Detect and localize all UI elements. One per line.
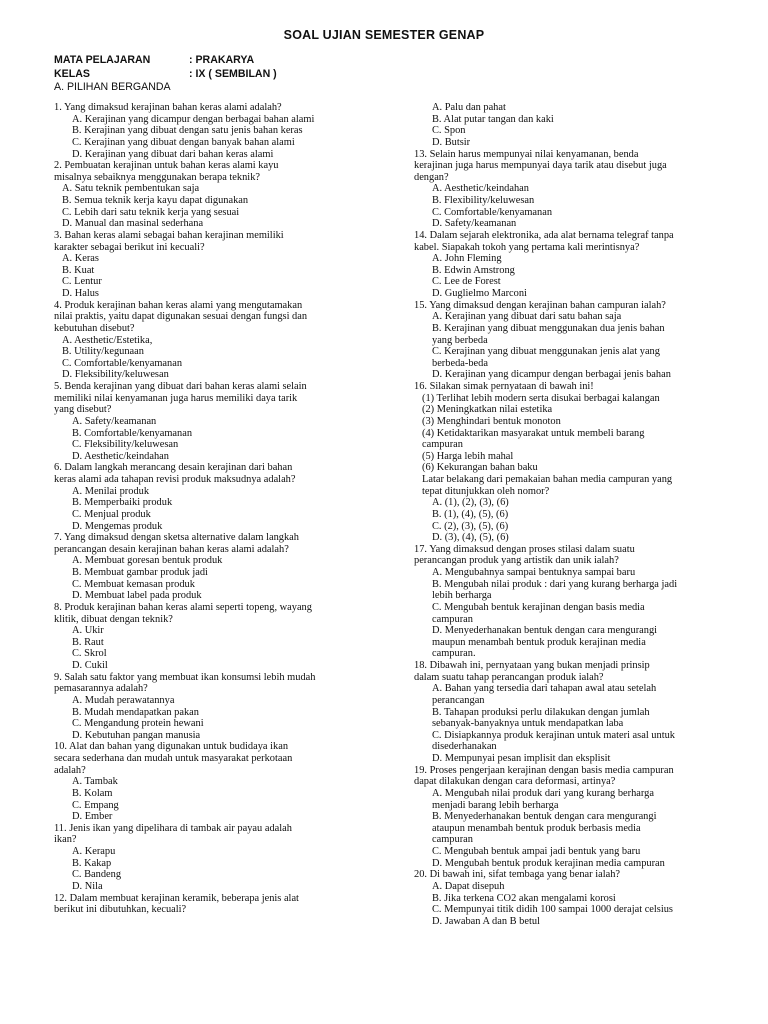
answer-option-line: D. Mempunyai pesan implisit dan eksplisit <box>432 753 611 764</box>
class-value: : IX ( SEMBILAN ) <box>189 67 277 80</box>
answer-option-line: (1) Terlihat lebih modern serta disukai berbagai kalangan <box>422 392 660 404</box>
answer-option-line: ataupun menambah bentuk produk berbasis media <box>432 822 641 834</box>
answer-option-line: A. Safety/keamanan <box>72 415 157 427</box>
subject-value: : PRAKARYA <box>189 54 255 66</box>
answer-option-line: B. Kuat <box>62 264 95 276</box>
question-text-line: 9. Salah satu faktor yang membuat ikan konsumsi lebih mudah <box>54 671 316 683</box>
answer-option-line: C. Fleksibility/keluwesan <box>72 439 179 451</box>
answer-option-line: A. Aesthetic/keindahan <box>432 183 529 195</box>
answer-option-line: C. Skrol <box>72 648 107 660</box>
class-label: KELAS <box>54 67 90 80</box>
answer-option-line: B. Semua teknik kerja kayu dapat digunakan <box>62 195 249 206</box>
question-text-line: 18. Dibawah ini, pernyataan yang bukan menjadi prinsip <box>414 660 650 671</box>
question-text-line: 19. Proses pengerjaan kerajinan dengan basis media campuran <box>414 764 674 776</box>
answer-option-line: D. Kebutuhan pangan manusia <box>72 729 201 741</box>
question-text-line: 11. Jenis ikan yang dipelihara di tambak air payau adalah <box>54 822 292 834</box>
question-text-line: 12. Dalam membuat kerajinan keramik, beberapa jenis alat <box>54 892 299 904</box>
answer-option-line: D. Jawaban A dan B betul <box>432 915 540 927</box>
answer-option-line: C. Kerajinan yang dibuat menggunakan jenis alat yang <box>432 346 660 358</box>
question-text-line: 1. Yang dimaksud kerajinan bahan keras alami adalah? <box>54 102 282 113</box>
answer-option-line: A. Mengubahnya sampai bentuknya sampai baru <box>432 567 636 578</box>
answer-option-line: D. Halus <box>62 288 99 299</box>
answer-option-line: D. Kerajinan yang dicampur dengan berbagai jenis bahan <box>432 369 671 381</box>
answer-option-line: A. Kerapu <box>72 846 116 857</box>
answer-option-line: B. (1), (4), (5), (6) <box>432 508 509 520</box>
question-text-line: 6. Dalam langkah merancang desain kerajinan dari bahan <box>54 462 293 474</box>
question-text-line: kabel. Siapakah tokoh yang pertama kali merintisnya? <box>414 241 640 253</box>
answer-option-line: D. Ember <box>72 811 113 823</box>
answer-option-line: D. (3), (4), (5), (6) <box>432 532 509 544</box>
answer-option-line: (5) Harga lebih mahal <box>422 450 514 462</box>
answer-option-line: D. Aesthetic/keindahan <box>72 450 169 462</box>
answer-option-line: A. Kerajinan yang dicampur dengan berbagai bahan alami <box>72 113 315 125</box>
subject-label: MATA PELAJARAN <box>54 54 151 66</box>
answer-option-line: D. Membuat label pada produk <box>72 590 202 602</box>
answer-option-line: B. Jika terkena CO2 akan mengalami korosi <box>432 892 616 904</box>
question-text-line: 15. Yang dimaksud dengan kerajinan bahan campuran ialah? <box>414 299 666 311</box>
question-text-line: kebutuhan disebut? <box>54 322 135 334</box>
answer-option-line: B. Kakap <box>72 857 112 869</box>
question-text-line: 10. Alat dan bahan yang digunakan untuk budidaya ikan <box>54 741 289 753</box>
answer-option-line: campuran <box>432 613 473 625</box>
answer-option-line: B. Utility/kegunaan <box>62 346 144 358</box>
exam-title: SOAL UJIAN SEMESTER GENAP <box>283 28 485 42</box>
answer-option-line: D. Butsir <box>432 136 471 148</box>
question-text-line: adalah? <box>54 764 86 776</box>
class-row <box>54 68 277 82</box>
answer-option-line: B. Raut <box>72 636 104 648</box>
question-text-line: pemasarannya adalah? <box>54 683 148 695</box>
answer-option-line: C. Mengubah bentuk ampai jadi bentuk yang baru <box>432 846 641 857</box>
question-text-line: ikan? <box>54 834 77 846</box>
question-text-line: 16. Silakan simak pernyataan di bawah ini! <box>414 381 594 392</box>
answer-option-line: (6) Kekurangan bahan baku <box>422 462 538 474</box>
answer-option-line: sebanyak-banyaknya untuk mendapatkan laba <box>432 718 624 730</box>
answer-option-line: lebih berharga <box>432 590 492 602</box>
answer-option-line: C. (2), (3), (5), (6) <box>432 520 509 532</box>
question-text-line: secara sederhana dan mudah untuk masyarakat perkotaan <box>54 753 293 764</box>
answer-option-line: B. Menyederhanakan bentuk dengan cara mengurangi <box>432 811 657 823</box>
answer-option-line: B. Memperbaiki produk <box>72 497 173 509</box>
answer-option-line: berbeda-beda <box>432 357 488 369</box>
question-text-line: nilai praktis, yaitu dapat digunakan sesuai dengan fungsi dan <box>54 311 308 323</box>
answer-option-line: C. Comfortable/kenyamanan <box>62 357 183 369</box>
question-text-line: 4. Produk kerajinan bahan keras alami yang mengutamakan <box>54 299 303 311</box>
answer-option-line: A. Mengubah nilai produk dari yang kurang berharga <box>432 787 654 799</box>
question-text-line: 5. Benda kerajinan yang dibuat dari bahan keras alami selain <box>54 381 307 392</box>
answer-option-line: C. Disiapkannya produk kerajinan untuk materi asal untuk <box>432 729 675 741</box>
answer-option-line: C. Mengandung protein hewani <box>72 718 204 730</box>
question-text-line: 7. Yang dimaksud dengan sketsa alternative dalam langkah <box>54 532 299 544</box>
answer-option-line: campuran <box>432 834 473 846</box>
answer-option-line: (3) Menghindari bentuk monoton <box>422 415 561 427</box>
answer-option-line: D. Fleksibility/keluwesan <box>62 369 169 381</box>
question-text-line: 17. Yang dimaksud dengan proses stilasi dalam suatu <box>414 543 635 555</box>
question-text-line: 20. Di bawah ini, sifat tembaga yang benar ialah? <box>414 869 621 881</box>
answer-option-line: campuran. <box>432 648 476 660</box>
answer-option-line: D. Mengemas produk <box>72 520 163 532</box>
answer-option-line: C. Membuat kemasan produk <box>72 578 195 590</box>
question-text-line: perancangan desain kerajinan bahan keras alami adalah? <box>54 543 289 555</box>
answer-option-line: C. Spon <box>432 125 466 137</box>
answer-option-line: B. Kerajinan yang dibuat dengan satu jenis bahan keras <box>72 125 303 137</box>
answer-option-line: tepat ditunjukkan oleh nomor? <box>422 485 550 497</box>
answer-option-line: A. Mudah perawatannya <box>72 694 175 706</box>
question-text-line: dengan? <box>414 171 449 183</box>
answer-option-line: menjadi barang lebih berharga <box>432 799 559 811</box>
answer-option-line: D. Cukil <box>72 660 108 671</box>
answer-option-line: C. Mempunyai titik didih 100 sampai 1000 derajat celsius <box>432 904 673 916</box>
answer-option-line: yang berbeda <box>432 334 488 346</box>
answer-option-line: A. Menilai produk <box>72 485 150 497</box>
answer-option-line: A. Ukir <box>72 625 104 637</box>
answer-option-line: C. Mengubah bentuk kerajinan dengan basis media <box>432 601 645 613</box>
question-text-line: yang disebut? <box>54 404 112 416</box>
answer-option-line: A. Dapat disepuh <box>432 880 505 892</box>
question-text-line: kerajinan juga harus mempunyai daya tarik atau disebut juga <box>414 160 667 172</box>
question-text-line: 13. Selain harus mempunyai nilai kenyamanan, benda <box>414 148 639 160</box>
answer-option-line: A. Tambak <box>72 776 118 788</box>
answer-option-line: D. Safety/keamanan <box>432 218 517 230</box>
answer-option-line: campuran <box>422 439 463 451</box>
question-text-line: 2. Pembuatan kerajinan untuk bahan keras alami kayu <box>54 160 279 172</box>
question-text-line: perancangan produk yang artistik dan unik ialah? <box>414 555 619 567</box>
question-text-line: keras alami ada tahapan revisi produk maksudnya adalah? <box>54 474 296 485</box>
question-text-line: karakter sebagai berikut ini kecuali? <box>54 241 205 253</box>
answer-option-line: A. Palu dan pahat <box>432 102 506 113</box>
answer-option-line: A. Keras <box>62 253 99 265</box>
answer-option-line: D. Guglielmo Marconi <box>432 288 527 299</box>
answer-option-line: A. Kerajinan yang dibuat dari satu bahan saja <box>432 311 622 323</box>
question-text-line: 3. Bahan keras alami sebagai bahan kerajinan memiliki <box>54 229 284 241</box>
question-text-line: 8. Produk kerajinan bahan keras alami seperti topeng, wayang <box>54 601 312 613</box>
answer-option-line: A. Bahan yang tersedia dari tahapan awal atau setelah <box>432 683 657 695</box>
exam-header <box>54 54 277 81</box>
answer-option-line: disederhanakan <box>432 741 497 753</box>
question-text-line: klitik, dibuat dengan teknik? <box>54 613 173 625</box>
question-text-line: dapat dilakukan dengan cara deformasi, artinya? <box>414 776 616 788</box>
answer-option-line: B. Tahapan produksi perlu dilakukan dengan jumlah <box>432 706 650 718</box>
answer-option-line: C. Lebih dari satu teknik kerja yang sesuai <box>62 206 240 218</box>
answer-option-line: C. Lee de Forest <box>432 276 501 288</box>
answer-option-line: A. Aesthetic/Estetika, <box>62 334 153 346</box>
answer-option-line: D. Nila <box>72 880 103 892</box>
answer-option-line: C. Kerajinan yang dibuat dengan banyak bahan alami <box>72 136 295 148</box>
answer-option-line: (2) Meningkatkan nilai estetika <box>422 404 553 416</box>
subject-row <box>54 54 277 68</box>
answer-option-line: B. Alat putar tangan dan kaki <box>432 113 554 125</box>
answer-option-line: B. Kerajinan yang dibuat menggunakan dua jenis bahan <box>432 322 665 334</box>
section-heading: A. PILIHAN BERGANDA <box>54 81 171 93</box>
answer-option-line: Latar belakang dari pemakaian bahan media campuran yang <box>422 474 673 485</box>
answer-option-line: C. Empang <box>72 799 119 811</box>
answer-option-line: A. John Fleming <box>432 253 502 265</box>
question-text-line: dalam suatu tahap perancangan produk ialah? <box>414 671 604 683</box>
answer-option-line: A. (1), (2), (3), (6) <box>432 497 509 509</box>
answer-option-line: (4) Ketidaktarikan masyarakat untuk membeli barang <box>422 427 645 439</box>
answer-option-line: B. Mudah mendapatkan pakan <box>72 706 199 718</box>
answer-option-line: D. Kerajinan yang dibuat dari bahan keras alami <box>72 148 274 160</box>
question-column-left <box>54 102 376 916</box>
answer-option-line: B. Kolam <box>72 787 113 799</box>
answer-option-line: D. Mengubah bentuk produk kerajinan media campuran <box>432 857 665 869</box>
answer-option-line: B. Edwin Amstrong <box>432 264 515 276</box>
question-text-line: memiliki nilai kenyamanan juga harus memiliki daya tarik <box>54 392 298 404</box>
answer-option-line: B. Flexibility/keluwesan <box>432 195 535 206</box>
answer-option-line: C. Comfortable/kenyamanan <box>432 206 553 218</box>
question-text-line: berikut ini dibutuhkan, kecuali? <box>54 904 187 916</box>
answer-option-line: C. Bandeng <box>72 869 122 881</box>
answer-option-line: A. Membuat goresan bentuk produk <box>72 555 223 567</box>
answer-option-line: D. Menyederhanakan bentuk dengan cara mengurangi <box>432 625 658 637</box>
answer-option-line: maupun menambah bentuk produk kerajinan media <box>432 636 646 648</box>
answer-option-line: B. Comfortable/kenyamanan <box>72 427 193 439</box>
answer-option-line: perancangan <box>432 694 485 706</box>
question-text-line: 14. Dalam sejarah elektronika, ada alat bernama telegraf tanpa <box>414 229 674 241</box>
question-text-line: misalnya sebaiknya menggunakan berapa teknik? <box>54 171 261 183</box>
answer-option-line: A. Satu teknik pembentukan saja <box>62 183 200 195</box>
answer-option-line: C. Menjual produk <box>72 508 151 520</box>
question-column-right <box>414 102 732 927</box>
answer-option-line: B. Membuat gambar produk jadi <box>72 567 208 578</box>
answer-option-line: B. Mengubah nilai produk : dari yang kurang berharga jadi <box>432 578 678 590</box>
answer-option-line: C. Lentur <box>62 276 102 288</box>
answer-option-line: D. Manual dan masinal sederhana <box>62 218 204 230</box>
